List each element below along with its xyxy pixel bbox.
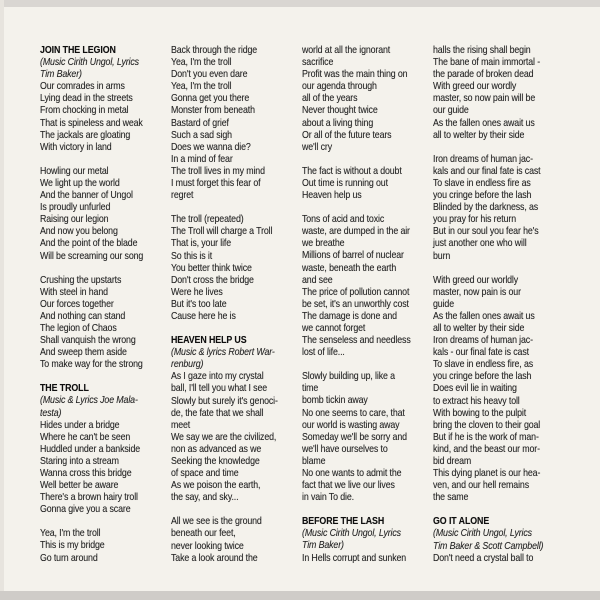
scan-edge-top <box>0 0 600 7</box>
lyric-line: you pray for his return <box>433 214 516 226</box>
lyric-line: With bowing to the pulpit <box>433 407 527 419</box>
song-credit: (Music & Lyrics Joe Mala- <box>40 395 138 407</box>
lyric-line: Never thought twice <box>302 105 378 117</box>
lyric-line: master, so now pain will be <box>433 93 536 105</box>
lyric-line: The bane of main immortal - <box>433 57 541 69</box>
lyric-line: Huddled under a bankside <box>40 443 141 455</box>
lyric-line: Back through the ridge <box>171 45 258 56</box>
lyric-line: our agenda through <box>302 81 377 93</box>
lyric-line: Crushing the upstarts <box>40 274 122 286</box>
lyric-line: waste, are dumped in the air <box>302 226 410 238</box>
lyric-line: beneath our feet, <box>171 528 236 540</box>
lyric-line: kind, and the beast our mor- <box>433 443 540 455</box>
lyric-line: Hides under a bridge <box>40 419 120 431</box>
lyrics-column <box>433 45 564 565</box>
lyric-line: burn <box>433 250 451 262</box>
lyric-line: You better think twice <box>171 262 252 274</box>
lyric-line: the parade of broken dead <box>433 69 534 81</box>
lyric-line: As we poison the earth, <box>171 480 261 492</box>
lyric-line: Don't you even dare <box>171 69 248 81</box>
lyric-line: The damage is done and <box>302 310 397 322</box>
lyric-line: Don't need a crystal ball to <box>433 552 534 564</box>
lyric-line: bid dream <box>433 456 472 467</box>
lyric-line: Heaven help us <box>302 190 362 202</box>
lyric-line: time <box>302 383 319 395</box>
lyric-line: Gonna get you there <box>171 93 250 105</box>
lyric-line: Is proudly unfurled <box>40 202 111 214</box>
lyric-line: Take a look around the <box>171 552 258 564</box>
lyric-line: To make way for the strong <box>40 359 143 371</box>
lyric-line: non as advanced as we <box>171 443 262 455</box>
scan-edge-bottom <box>0 591 600 600</box>
lyric-line: As the fallen ones await us <box>433 310 535 322</box>
lyric-line: So this is it <box>171 250 213 262</box>
lyric-line: There's a brown hairy troll <box>40 492 138 504</box>
lyric-line: No one wants to admit the <box>302 468 402 479</box>
lyric-line: The price of pollution cannot <box>302 286 410 298</box>
song-credit: Tim Baker) <box>302 540 344 552</box>
lyric-line: No one seems to care, that <box>302 407 405 419</box>
song-title: BEFORE THE LASH <box>302 516 385 528</box>
song-credit: Tim Baker & Scott Campbell) <box>433 540 544 552</box>
lyric-line: to extract his heavy toll <box>433 395 520 407</box>
lyric-line: With greed our wordly <box>433 81 517 93</box>
lyric-line: Raising our legion <box>40 214 109 226</box>
lyric-line: never looking twice <box>171 540 244 552</box>
lyric-line: And nothing can stand <box>40 310 126 322</box>
lyric-line: you cringe before the lash <box>433 371 532 383</box>
lyric-line: our world is wasting away <box>302 419 400 431</box>
song-credit: Tim Baker) <box>40 69 82 81</box>
lyric-line: Wanna cross this bridge <box>40 468 132 479</box>
lyric-line: Shall vanquish the wrong <box>40 335 136 347</box>
lyric-line: Profit was the main thing on <box>302 69 408 81</box>
lyric-line: ven, and our hell remains <box>433 480 529 492</box>
lyric-line: From chocking in metal <box>40 105 129 117</box>
lyric-line: lost of life... <box>302 347 345 359</box>
lyric-line: In a mind of fear <box>171 153 233 165</box>
lyric-line: Bastard of grief <box>171 117 229 129</box>
lyric-line: of space and time <box>171 468 239 480</box>
lyric-line: The Troll will charge a Troll <box>171 226 273 238</box>
lyric-line: And the point of the blade <box>40 238 138 250</box>
lyric-line: we'll cry <box>302 141 332 153</box>
lyric-line: The senseless and needless <box>302 335 411 347</box>
lyric-line: halls the rising shall begin <box>433 45 531 56</box>
lyric-line: That is spineless and weak <box>40 117 143 129</box>
lyric-line: Tons of acid and toxic <box>302 214 385 226</box>
lyric-line: Iron dreams of human jac- <box>433 335 533 347</box>
lyric-line: Were he lives <box>171 286 223 298</box>
lyric-line: Go turn around <box>40 552 98 564</box>
song-credit: (Music Cirith Ungol, Lyrics <box>433 528 532 540</box>
song-credit: testa) <box>40 407 62 419</box>
lyric-line: just another one who will <box>433 238 527 250</box>
lyric-line: Does evil lie in waiting <box>433 383 517 395</box>
lyric-line: With steel in hand <box>40 286 108 298</box>
lyric-line: In Hells corrupt and sunken <box>302 552 407 564</box>
scan-edge-left <box>0 0 4 600</box>
lyric-line: Well better be aware <box>40 480 119 492</box>
song-credit: renburg) <box>171 359 204 371</box>
lyric-line: This dying planet is our hea- <box>433 468 541 480</box>
lyric-line: The legion of Chaos <box>40 322 117 334</box>
lyric-line: And the banner of Ungol <box>40 190 133 202</box>
lyrics-column <box>302 45 433 565</box>
lyric-line: The fact is without a doubt <box>302 165 402 177</box>
lyric-line: Where he can't be seen <box>40 431 131 443</box>
lyric-line: blame <box>302 455 326 467</box>
lyric-line: As I gaze into my crystal <box>171 371 264 383</box>
lyric-line: We light up the world <box>40 177 120 189</box>
lyric-line: you cringe before the lash <box>433 190 532 202</box>
song-credit: (Music Cirith Ungol, Lyrics <box>302 528 401 540</box>
lyric-line: in vain To die. <box>302 492 354 504</box>
lyric-line: master, now pain is our <box>433 286 521 298</box>
lyric-line: With victory in land <box>40 141 112 153</box>
lyric-line: The troll lives in my mind <box>171 165 265 177</box>
lyric-line: Yea, I'm the troll <box>40 528 101 540</box>
lyric-line: But in our soul you fear he's <box>433 226 539 238</box>
lyric-line: Monster from beneath <box>171 105 255 117</box>
lyric-line: Someday we'll be sorry and <box>302 431 407 443</box>
lyric-line: Howling our metal <box>40 165 109 177</box>
lyrics-sheet <box>40 45 564 565</box>
lyric-line: Yea, I'm the troll <box>171 57 232 69</box>
lyric-line: bomb tickin away <box>302 395 368 407</box>
song-title: GO IT ALONE <box>433 516 490 528</box>
lyric-line: ball, I'll tell you what I see <box>171 383 268 395</box>
lyric-line: And sweep them aside <box>40 347 127 359</box>
lyric-line: guide <box>433 298 454 310</box>
lyric-line: we breathe <box>302 238 345 250</box>
lyric-line: meet <box>171 419 191 431</box>
lyric-line: Slowly building up, like a <box>302 371 395 383</box>
lyric-line: To slave in endless fire, as <box>433 359 534 371</box>
lyric-line: Lying dead in the streets <box>40 93 133 105</box>
lyric-line: our guide <box>433 105 469 117</box>
lyric-line: But if he is the work of man- <box>433 431 539 443</box>
lyric-line: The jackals are gloating <box>40 129 131 141</box>
lyric-line: Does we wanna die? <box>171 141 251 153</box>
lyric-line: As the fallen ones await us <box>433 117 535 129</box>
lyric-line: But it's too late <box>171 298 227 310</box>
lyric-line: Will be screaming our song <box>40 250 144 262</box>
lyric-line: fact that we live our lives <box>302 480 395 492</box>
lyric-line: And now you belong <box>40 226 118 238</box>
lyric-line: All we see is the ground <box>171 516 262 528</box>
lyric-line: That is, your life <box>171 238 232 250</box>
lyric-line: Slowly but surely it's genoci- <box>171 395 278 407</box>
lyric-line: We say we are the civilized, <box>171 431 277 443</box>
lyric-line: Out time is running out <box>302 177 388 189</box>
lyric-line: sacrifice <box>302 57 334 69</box>
lyric-line: Millions of barrel of nuclear <box>302 250 404 262</box>
lyric-line: Iron dreams of human jac- <box>433 153 533 165</box>
lyric-line: regret <box>171 190 194 202</box>
lyric-line: Blinded by the darkness, as <box>433 202 539 214</box>
lyric-line: Seeking the knowledge <box>171 456 260 467</box>
lyric-line: de, the fate that we shall <box>171 407 264 419</box>
lyric-line: all to welter by their side <box>433 322 525 334</box>
lyric-line: we'll have ourselves to <box>302 443 388 455</box>
lyric-line: Yea, I'm the troll <box>171 81 232 93</box>
lyric-line: I must forget this fear of <box>171 178 261 190</box>
lyric-line: Cause here he is <box>171 310 236 322</box>
song-title: THE TROLL <box>40 383 89 395</box>
lyric-line: This is my bridge <box>40 540 105 552</box>
lyric-line: all of the years <box>302 93 358 105</box>
lyrics-column <box>171 45 302 565</box>
song-title: JOIN THE LEGION <box>40 45 116 56</box>
lyric-line: With greed our worldly <box>433 274 519 286</box>
lyric-line: Don't cross the bridge <box>171 274 254 286</box>
lyric-line: Our comrades in arms <box>40 81 125 93</box>
lyric-line: kals - our final fate is cast <box>433 347 529 359</box>
lyric-line: kals and our final fate is cast <box>433 165 541 177</box>
lyric-line: waste, beneath the earth <box>302 262 397 274</box>
lyric-line: the say, and sky... <box>171 492 239 504</box>
lyric-line: Staring into a stream <box>40 455 119 467</box>
lyric-line: we cannot forget <box>302 322 366 334</box>
lyric-line: and see <box>302 274 333 286</box>
song-credit: (Music & lyrics Robert War- <box>171 347 275 359</box>
song-title: HEAVEN HELP US <box>171 335 247 347</box>
lyric-line: about a living thing <box>302 117 374 129</box>
lyric-line: Such a sad sigh <box>171 129 232 141</box>
lyric-line: Gonna give you a scare <box>40 504 131 516</box>
lyric-line: To slave in endless fire as <box>433 177 531 189</box>
lyric-line: bring the cloven to their goal <box>433 419 541 431</box>
lyric-line: all to welter by their side <box>433 129 525 141</box>
lyrics-column <box>40 45 171 565</box>
lyric-line: world at all the ignorant <box>302 45 391 56</box>
lyric-line: The troll (repeated) <box>171 214 244 226</box>
lyric-line: Our forces together <box>40 298 114 310</box>
lyric-line: Or all of the future tears <box>302 129 392 141</box>
lyric-line: be set, it's an unworthly cost <box>302 298 409 310</box>
lyric-line: the same <box>433 492 469 504</box>
song-credit: (Music Cirith Ungol, Lyrics <box>40 57 139 69</box>
